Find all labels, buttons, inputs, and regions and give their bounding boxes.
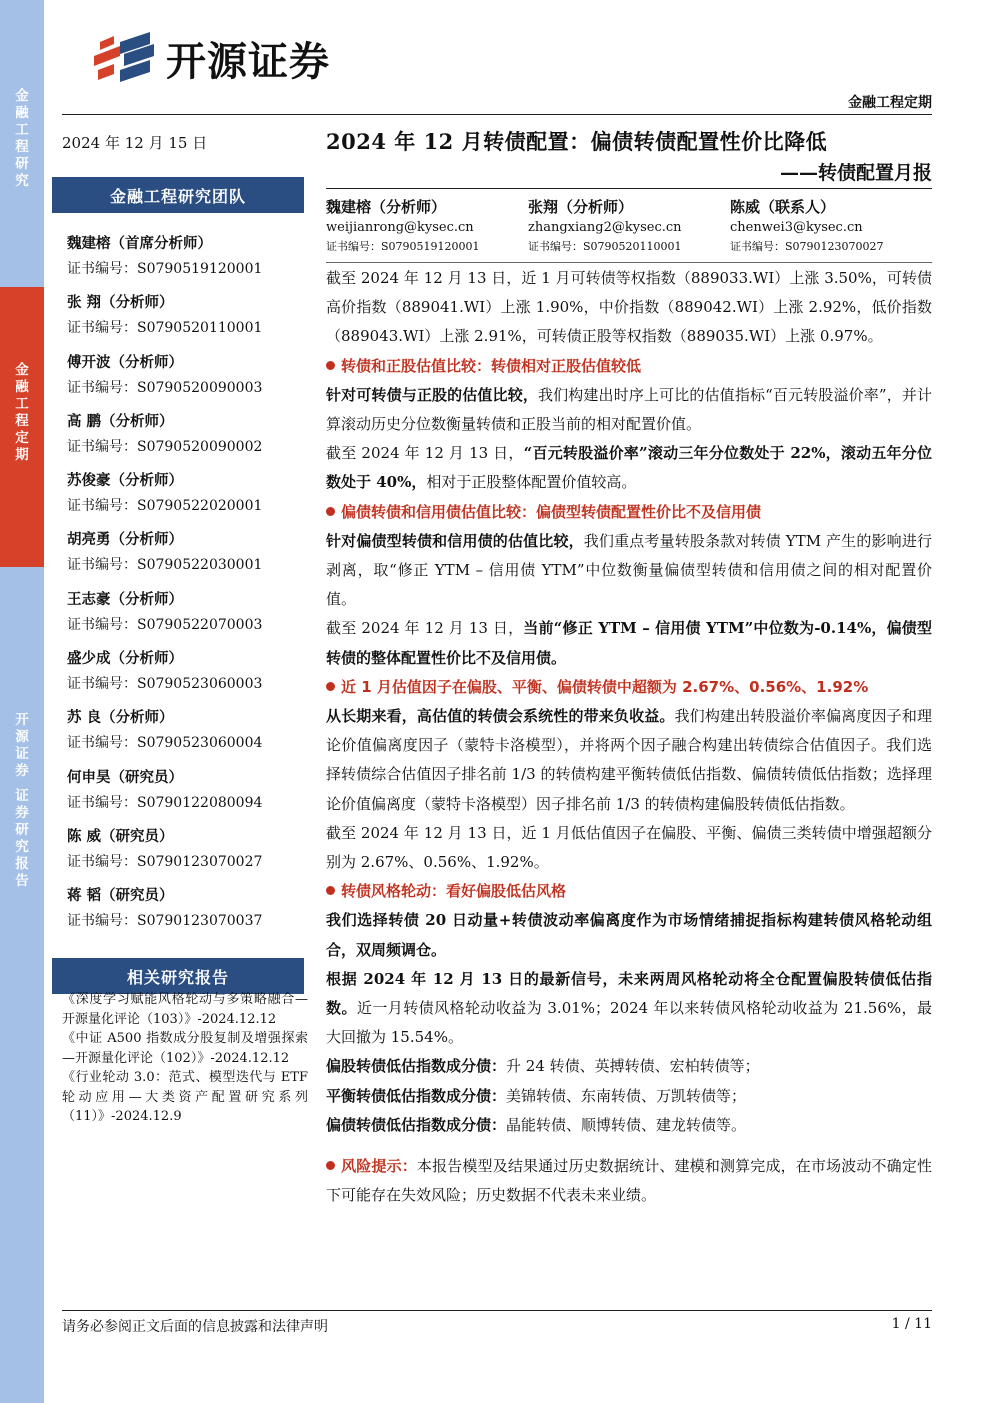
team-member-cert: 证书编号：S0790522020001 xyxy=(67,498,263,515)
related-reports-list xyxy=(62,990,308,1127)
risk-paragraph: 风险提示：本报告模型及结果通过历史数据统计、建模和测算完成，在市场波动不确定性下可能存在失效风险；历史数据不代表未来业绩。 xyxy=(326,1157,932,1205)
list-item: 平衡转债低估指数成分债：美锦转债、东南转债、万凯转债等； xyxy=(326,1086,747,1105)
paragraph: 针对偏债型转债和信用债的估值比较，我们重点考量转股条款对转债 YTM 产生的影响进行剥离，取“修正 YTM – 信用债 YTM”中位数衡量偏债型转债和信用债之间的相对配置价值。 xyxy=(326,531,932,609)
team-member-cert: 证书编号：S0790123070037 xyxy=(67,913,263,930)
team-member-cert: 证书编号：S0790523060003 xyxy=(67,676,263,693)
team-member xyxy=(67,767,307,826)
paragraph: 截至 2024 年 12 月 13 日，“百元转股溢价率”滚动三年分位数处于 22%，滚动五年分位数处于 40%，相对于正股整体配置价值较高。 xyxy=(326,444,932,492)
header-divider xyxy=(62,114,932,115)
team-member xyxy=(67,529,307,588)
team-member-name: 胡亮勇（分析师） xyxy=(67,532,183,549)
brand-name: 开源证券 xyxy=(166,38,330,85)
side-label-bottom: 开 源 证 券 证 券 研 究 报 告 xyxy=(15,712,29,889)
section-heading: 转债和正股估值比较：转债相对正股估值较低 xyxy=(326,352,932,381)
intro-paragraph: 截至 2024 年 12 月 13 日，近 1 月可转债等权指数（889033.WI）上涨 3.50%，可转债高价指数（889041.WI）上涨 1.90%，中价指数（889042.WI）上涨 2.92%，低价指数（889043.WI）上涨 2.91%，可转债正股等权指数（889035.WI）上涨 0.97%。 xyxy=(326,269,932,346)
team-member xyxy=(67,648,307,707)
team-member xyxy=(67,589,307,648)
related-report[interactable]: 《深度学习赋能风格轮动与多策略融合—开源量化评论（103）》-2024.12.12 xyxy=(62,992,308,1027)
paragraph: 截至 2024 年 12 月 13 日，当前“修正 YTM – 信用债 YTM”中位数为-0.14%，偏债型转债的整体配置性价比不及信用债。 xyxy=(326,619,932,667)
team-member-name: 高 鹏（分析师） xyxy=(67,413,174,430)
report-body xyxy=(326,264,932,1211)
section-heading: 近 1 月估值因子在偏股、平衡、偏债转债中超额为 2.67%、0.56%、1.92% xyxy=(326,673,932,702)
author-name: 陈威（联系人） xyxy=(730,198,836,216)
team-member-name: 魏建榕（首席分析师） xyxy=(67,236,212,252)
team-member xyxy=(67,411,307,470)
section-heading: 转债风格轮动：看好偏股低估风格 xyxy=(326,877,932,906)
bullet-icon xyxy=(326,361,335,370)
team-member-cert: 证书编号：S0790122080094 xyxy=(67,794,263,811)
author xyxy=(326,196,528,256)
author xyxy=(528,196,730,256)
author-cert: 证书编号：S0790520110001 xyxy=(528,240,682,253)
footer-divider xyxy=(62,1310,932,1311)
team-member-name: 盛少成（分析师） xyxy=(67,651,183,668)
paragraph: 我们选择转债 20 日动量+转债波动率偏离度作为市场情绪捕捉指标构建转债风格轮动组合，双周频调仓。 xyxy=(326,911,932,959)
team-member-cert: 证书编号：S0790520090003 xyxy=(67,379,263,396)
team-member-name: 王志豪（分析师） xyxy=(67,591,183,608)
author-email[interactable]: zhangxiang2@kysec.cn xyxy=(528,220,682,235)
team-member-cert: 证书编号：S0790520090002 xyxy=(67,438,263,455)
bullet-icon xyxy=(326,1161,335,1170)
bullet-icon xyxy=(326,886,335,895)
team-member xyxy=(67,885,307,944)
team-member xyxy=(67,352,307,411)
paragraph: 根据 2024 年 12 月 13 日的最新信号，未来两周风格轮动将全仓配置偏股转债低估指数。近一月转债风格轮动收益为 3.01%；2024 年以来转债风格轮动收益为 21.56%，最大回撤为 15.54%。 xyxy=(326,969,932,1047)
team-member-cert: 证书编号：S0790523060004 xyxy=(67,735,263,752)
author-email[interactable]: weijianrong@kysec.cn xyxy=(326,220,474,235)
team-member-cert: 证书编号：S0790522070003 xyxy=(67,616,263,633)
side-strip xyxy=(0,0,44,1403)
author-cert: 证书编号：S0790123070027 xyxy=(730,240,884,253)
author-list xyxy=(326,196,932,256)
team-member-name: 苏 良（分析师） xyxy=(67,710,174,727)
team-member-name: 陈 威（研究员） xyxy=(67,828,174,845)
report-title: 2024 年 12 月转债配置：偏债转债配置性价比降低 xyxy=(326,129,828,154)
paragraph: 截至 2024 年 12 月 13 日，近 1 月低估值因子在偏股、平衡、偏债三类转债中增强超额分别为 2.67%、0.56%、1.92%。 xyxy=(326,823,932,872)
author xyxy=(730,196,932,256)
side-label-middle: 金 融 工 程 定 期 xyxy=(15,362,29,463)
bullet-icon xyxy=(326,682,335,691)
team-member-name: 何申昊（研究员） xyxy=(67,769,183,786)
list-item: 偏债转债低估指数成分债：晶能转债、顺博转债、建龙转债等。 xyxy=(326,1115,747,1134)
team-list xyxy=(67,233,307,945)
author-name: 魏建榕（分析师） xyxy=(326,198,447,216)
author-cert: 证书编号：S0790519120001 xyxy=(326,240,480,253)
team-member-cert: 证书编号：S0790519120001 xyxy=(67,261,263,277)
team-member xyxy=(67,470,307,529)
reports-banner: 相关研究报告 xyxy=(52,958,304,994)
team-member-name: 蒋 韬（研究员） xyxy=(67,888,174,905)
team-member-name: 张 翔（分析师） xyxy=(67,295,174,312)
team-member-cert: 证书编号：S0790520110001 xyxy=(67,320,263,337)
related-report[interactable]: 《中证 A500 指数成分股复制及增强探索—开源量化评论（102）》-2024.12.12 xyxy=(62,1031,308,1066)
team-member-name: 苏俊豪（分析师） xyxy=(67,473,183,490)
authors-divider xyxy=(326,262,932,263)
team-member-cert: 证书编号：S0790522030001 xyxy=(67,557,263,574)
team-member xyxy=(67,826,307,885)
team-member xyxy=(67,233,307,292)
footer-disclaimer: 请务必参阅正文后面的信息披露和法律声明 xyxy=(62,1319,328,1335)
team-banner: 金融工程研究团队 xyxy=(52,177,304,213)
team-member xyxy=(67,707,307,766)
list-item: 偏股转债低估指数成分债：升 24 转债、英搏转债、宏柏转债等； xyxy=(326,1057,760,1076)
related-report[interactable]: 《行业轮动 3.0：范式、模型迭代与 ETF 轮动应用—大类资产配置研究系列（11）》-2024.12.9 xyxy=(62,1070,308,1124)
team-member xyxy=(67,292,307,351)
page-number: 1 / 11 xyxy=(891,1316,932,1332)
title-divider xyxy=(326,188,932,189)
section-heading: 偏债转债和信用债估值比较：偏债型转债配置性价比不及信用债 xyxy=(326,498,932,527)
team-member-name: 傅开波（分析师） xyxy=(67,354,183,371)
side-label-top: 金 融 工 程 研 究 xyxy=(15,88,29,189)
author-name: 张翔（分析师） xyxy=(528,198,634,216)
paragraph: 从长期来看，高估值的转债会系统性的带来负收益。我们构建出转股溢价率偏离度因子和理论价值偏离度因子（蒙特卡洛模型），并将两个因子融合构建出转债综合估值因子。我们选择转债综合估值因子排名前 1/3 的转债构建平衡转债低估指数、偏债转债低估指数；选择理论价值偏离度（蒙特卡洛模型）因子排名前 1/3 的转债构建偏股转债低估指数。 xyxy=(326,707,932,813)
report-category: 金融工程定期 xyxy=(848,95,932,111)
bullet-icon xyxy=(326,507,335,516)
report-date: 2024 年 12 月 15 日 xyxy=(62,134,208,152)
brand-logo xyxy=(90,30,330,86)
paragraph: 针对可转债与正股的估值比较，我们构建出时序上可比的估值指标“百元转股溢价率”，并计算滚动历史分位数衡量转债和正股当前的相对配置价值。 xyxy=(326,385,932,434)
logo-mark-icon xyxy=(90,30,160,86)
team-member-cert: 证书编号：S0790123070027 xyxy=(67,853,263,870)
author-email[interactable]: chenwei3@kysec.cn xyxy=(730,220,863,235)
report-subtitle: ——转债配置月报 xyxy=(779,162,932,184)
